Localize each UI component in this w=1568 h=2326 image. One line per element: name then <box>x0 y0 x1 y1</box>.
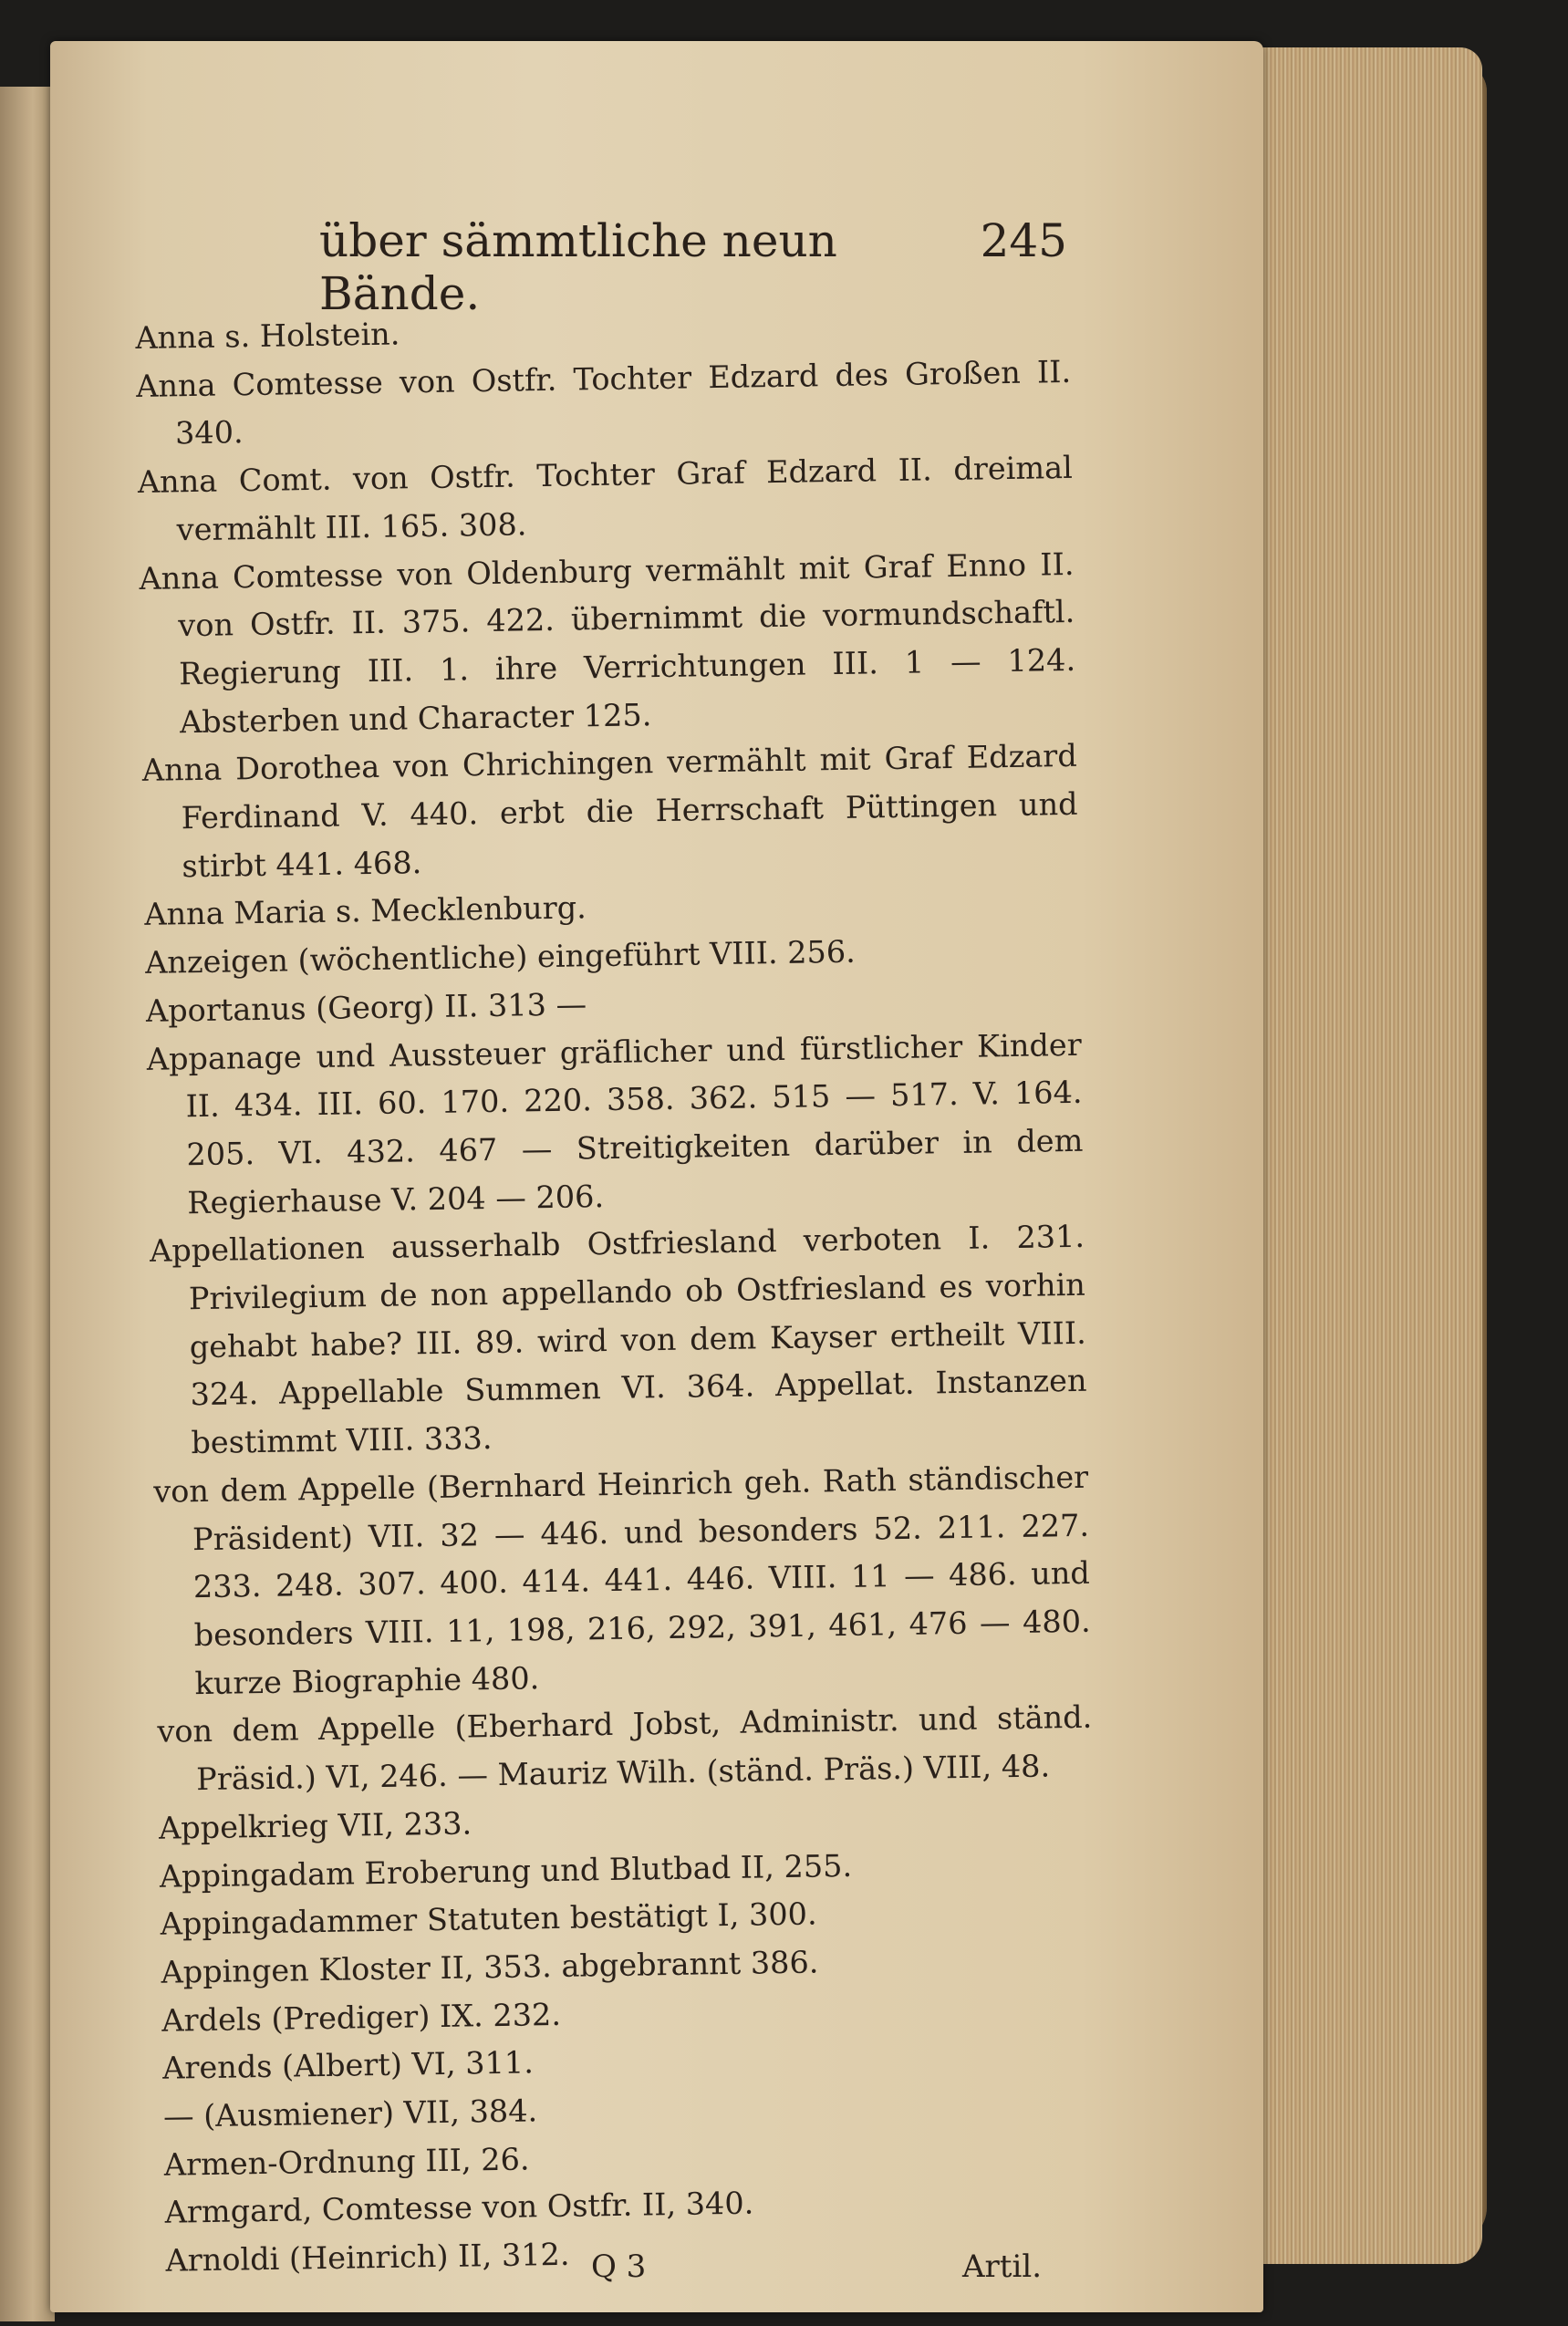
index-entry: Armgard, Comtesse von Ostfr. II, 340. <box>164 2186 754 2231</box>
index-entry: Anna Maria s. Mecklenburg. <box>144 889 587 933</box>
index-entry: Anna s. Holstein. <box>135 316 400 356</box>
signature-mark: Q 3 <box>591 2248 647 2285</box>
index-entry: von dem Appelle (Eberhard Jobst, Administr. und ständ. Präsid.) VI, 246. — Mauriz Wilh. (ständ. Präs.) VIII, 48. <box>157 1699 1093 1798</box>
page-edges <box>1254 47 1482 2264</box>
index-entry: Ardels (Prediger) IX. 232. <box>161 1996 562 2039</box>
index-entry: Appellationen ausserhalb Ostfriesland verboten I. 231. Privilegium de non appellando ob Ostfriesland es vorhin gehabt habe? III. 89. wird von dem Kayser ertheilt VIII. 324. Appellable Summen VI. 364. Appellat. Instanzen bestimmt VIII. 333. <box>149 1219 1087 1461</box>
running-title: über sämmtliche neun Bände. <box>319 214 837 320</box>
index-entry: Anzeigen (wöchentliche) eingeführt VIII. 256. <box>144 933 857 981</box>
index-entry: Appingadammer Statuten bestätigt I, 300. <box>160 1895 817 1942</box>
facing-page-edge <box>0 87 55 2321</box>
index-entry: Arnoldi (Heinrich) II, 312. <box>165 2236 570 2279</box>
index-entry: Appanage und Aussteuer gräflicher und fürstlicher Kinder II. 434. III. 60. 170. 220. 358. 362. 515 — 517. V. 164. 205. VI. 432. 467 — Streitigkeiten darüber in dem Regierhause V. 204 — 206. <box>146 1026 1084 1220</box>
index-entry: Anna Comtesse von Oldenburg vermählt mit Graf Enno II. von Ostfr. II. 375. 422. übernimmt die vormundschaftl. Regierung III. 1. ihre Verrichtungen III. 1 — 124. Absterben und Character 125. <box>139 545 1076 740</box>
catchword: Artil. <box>962 2248 1043 2285</box>
page-number: 245 <box>980 214 1067 267</box>
index-entry: von dem Appelle (Bernhard Heinrich geh. Rath ständischer Präsident) VII. 32 — 446. und besonders 52. 211. 227. 233. 248. 307. 400. 414. 441. 446. VIII. 11 — 486. und besonders VIII. 11, 198, 216, 292, 391, 461, 476 — 480. kurze Biographie 480. <box>152 1459 1091 1701</box>
index-entry: Anna Comtesse von Ostfr. Tochter Edzard des Großen II. 340. <box>135 353 1072 452</box>
index-entries <box>135 300 1101 2286</box>
index-entry: Aportanus (Georg) II. 313 — <box>145 986 587 1029</box>
index-entry: Arends (Albert) VI, 311. <box>161 2044 535 2087</box>
index-entry: Appingen Kloster II, 353. abgebrannt 386. <box>161 1944 819 1990</box>
index-entry: Armen-Ordnung III, 26. <box>163 2141 530 2183</box>
index-entry: Appingadam Eroberung und Blutbad II, 255. <box>159 1847 853 1895</box>
index-entry: Anna Dorothea von Chrichingen vermählt mit Graf Edzard Ferdinand V. 440. erbt die Herrschaft Püttingen und stirbt 441. 468. <box>141 738 1078 884</box>
index-entry: — (Ausmiener) VII, 384. <box>162 2092 538 2134</box>
index-entry: Appelkrieg VII, 233. <box>158 1805 472 1846</box>
index-entry: Anna Comt. von Ostfr. Tochter Graf Edzard II. dreimal vermählt III. 165. 308. <box>137 449 1074 548</box>
